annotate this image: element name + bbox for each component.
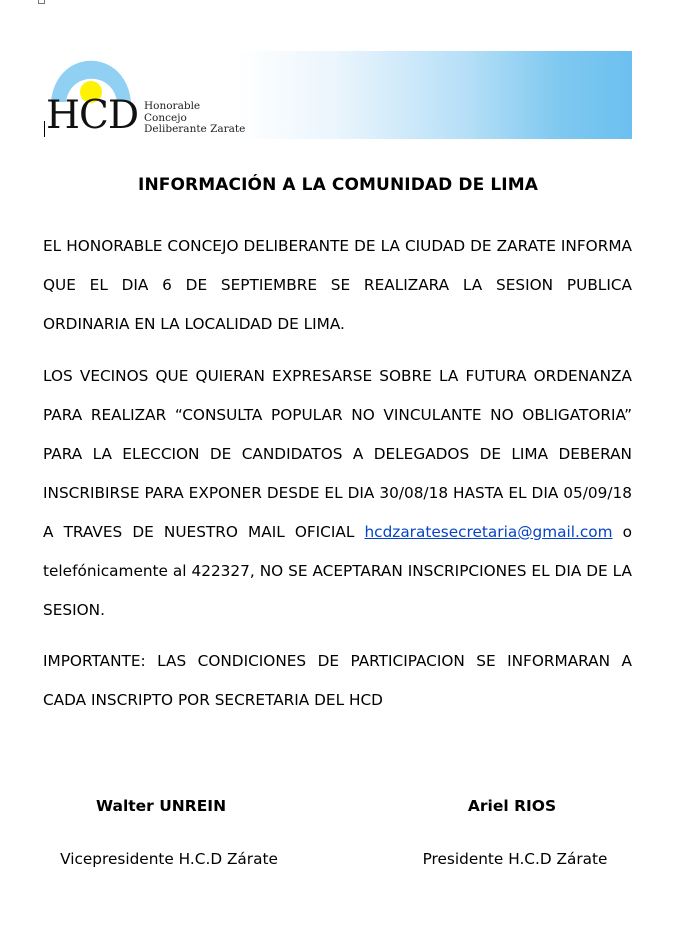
registration-paragraph bbox=[43, 357, 632, 630]
logo-subtitle-line: Deliberante Zarate bbox=[144, 123, 246, 135]
header-banner bbox=[44, 51, 632, 139]
text-cursor bbox=[44, 121, 45, 137]
email-link[interactable]: hcdzaratesecretaria@gmail.com bbox=[364, 523, 613, 541]
important-paragraph: IMPORTANTE: LAS CONDICIONES DE PARTICIPACION SE INFORMARAN A CADA INSCRIPTO POR SECRETARIA DEL HCD bbox=[43, 652, 632, 709]
signatory-name: Walter UNREIN bbox=[95, 797, 227, 815]
logo-subtitle bbox=[144, 101, 245, 136]
registration-text: LOS VECINOS QUE QUIERAN EXPRESARSE SOBRE LA FUTURA ORDENANZA PARA REALIZAR “CONSULTA POPULAR NO VINCULANTE NO OBLIGATORIA” PARA LA ELECCION DE CANDIDATOS A DELEGADOS DE LIMA DEBERAN INSCRIBIRSE PARA EXPONER DESDE EL DIA 30/08/18 HASTA EL DIA 05/09/18 A TRAVES DE NUESTRO MAIL OFICIAL bbox=[43, 367, 632, 541]
signatory-role: Presidente H.C.D Zárate bbox=[422, 850, 608, 868]
announcement-paragraph: EL HONORABLE CONCEJO DELIBERANTE DE LA CIUDAD DE ZARATE INFORMA QUE EL DIA 6 DE SEPTIEMBRE SE REALIZARA LA SESION PUBLICA ORDINARIA EN LA LOCALIDAD DE LIMA. bbox=[43, 237, 632, 333]
logo-text: HCD bbox=[46, 93, 139, 138]
registration-text-after: o telefónicamente al 422327, NO SE ACEPTARAN INSCRIPCIONES EL DIA DE LA SESION. bbox=[43, 523, 632, 619]
page-title: INFORMACIÓN A LA COMUNIDAD DE LIMA bbox=[138, 175, 538, 195]
page-corner-mark bbox=[38, 0, 45, 4]
logo-subtitle-line: Concejo bbox=[144, 111, 187, 124]
signatory-name: Ariel RIOS bbox=[467, 797, 557, 815]
logo-subtitle-line: Honorable bbox=[144, 100, 201, 112]
signatory-role: Vicepresidente H.C.D Zárate bbox=[60, 850, 278, 868]
